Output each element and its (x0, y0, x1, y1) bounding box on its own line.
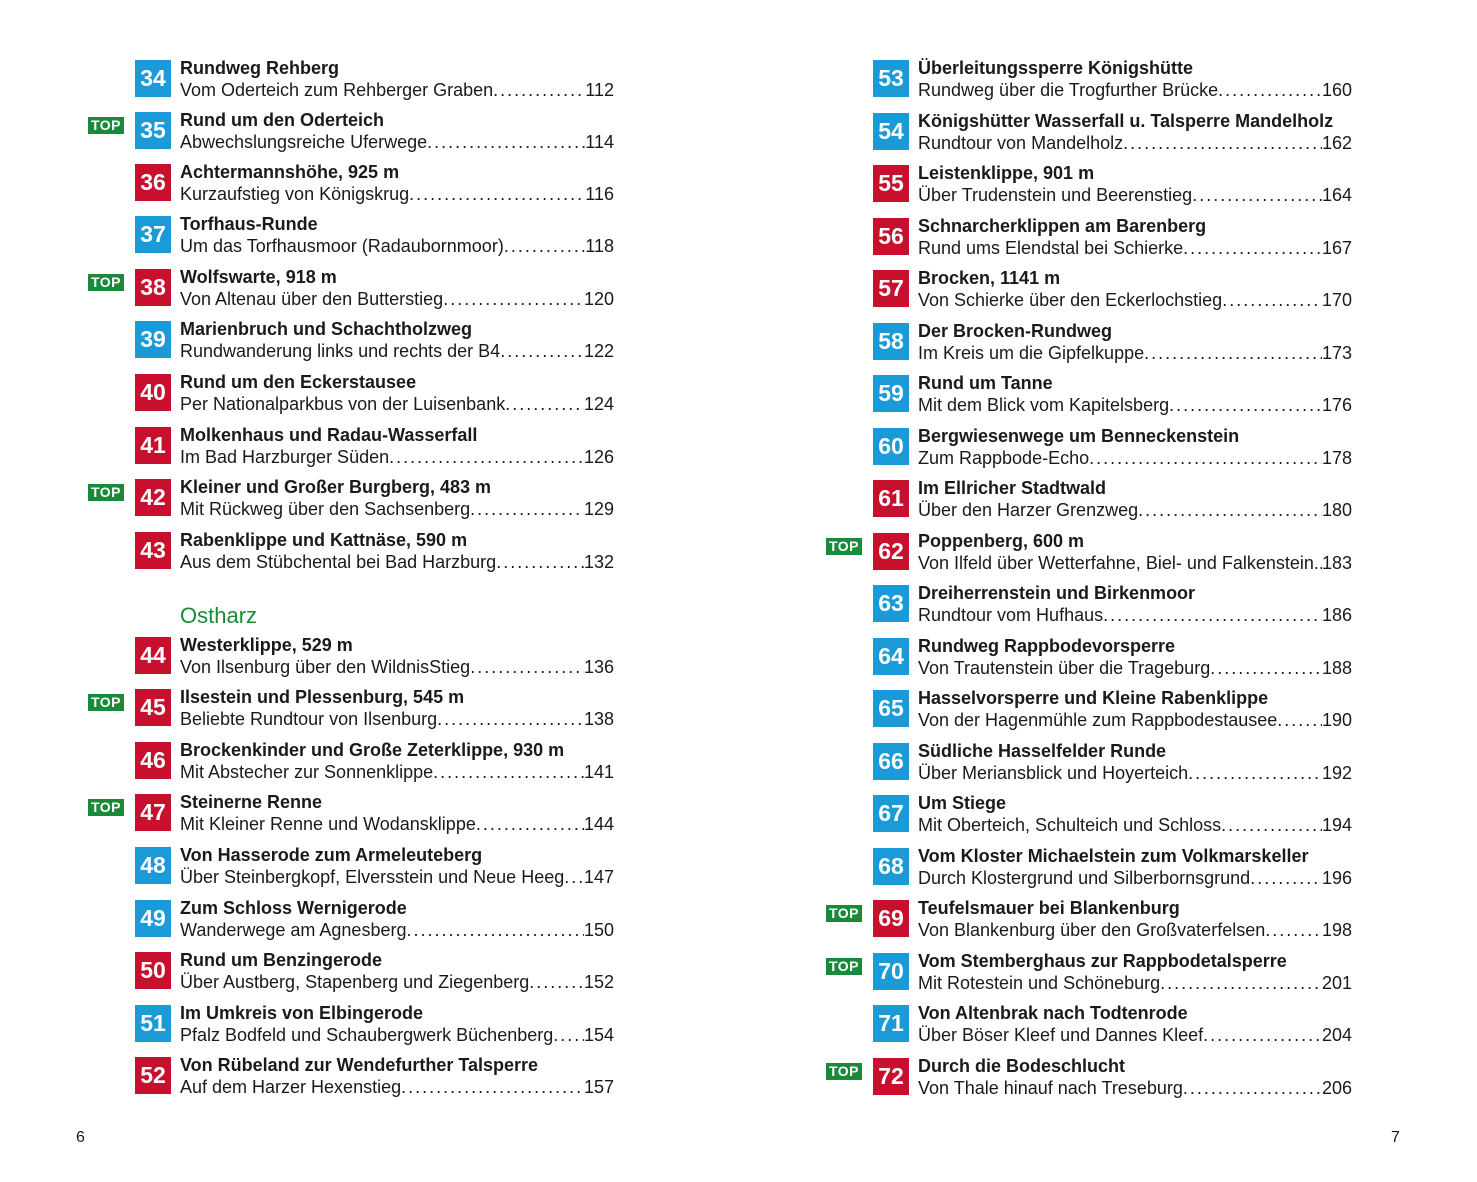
toc-entry[interactable] (738, 690, 1477, 734)
toc-entry[interactable] (738, 270, 1477, 314)
tour-page-number: 194 (1321, 815, 1352, 835)
toc-entry[interactable] (738, 480, 1477, 524)
toc-entry[interactable] (0, 60, 738, 104)
tour-description: Über Böser Kleef und Dannes Kleef (918, 1025, 1204, 1045)
tour-description: Mit dem Blick vom Kapitelsberg (918, 395, 1170, 415)
tour-description: Über Meriansblick und Hoyerteich (918, 763, 1189, 783)
dot-leader (1218, 79, 1322, 101)
toc-entry[interactable] (738, 743, 1477, 787)
dot-leader (437, 708, 584, 730)
dot-leader (1203, 1024, 1322, 1046)
toc-entry[interactable] (0, 269, 738, 313)
tour-subline (918, 972, 1352, 994)
tour-subline (918, 237, 1352, 259)
tour-title: Rund um den Eckerstausee (180, 372, 417, 392)
tour-number-badge: 52 (135, 1057, 171, 1094)
dot-leader (470, 656, 584, 678)
tour-number-badge: 68 (873, 848, 909, 885)
tour-title: Von Rübeland zur Wendefurther Talsperre (180, 1055, 539, 1075)
tour-number-badge: 59 (873, 375, 909, 412)
tour-page-number: 162 (1321, 133, 1352, 153)
tour-title: Rund um Benzingerode (180, 950, 382, 970)
tour-description: Von Schierke über den Eckerlochstieg (918, 290, 1223, 310)
tour-description: Mit Rückweg über den Sachsenberg (180, 499, 471, 519)
toc-entry[interactable] (0, 164, 738, 208)
tour-subline (918, 604, 1352, 626)
tour-page-number: 124 (583, 394, 614, 414)
tour-page-number: 192 (1321, 763, 1352, 783)
top-badge: TOP (826, 1063, 862, 1080)
tour-number-badge: 47 (135, 794, 171, 831)
dot-leader (443, 288, 584, 310)
tour-subline (918, 499, 1352, 521)
tour-description: Mit Abstecher zur Sonnenklippe (180, 762, 434, 782)
tour-title: Hasselvorsperre und Kleine Rabenklippe (918, 688, 1269, 708)
tour-number-badge: 71 (873, 1005, 909, 1042)
tour-description: Auf dem Harzer Hexenstieg (180, 1077, 402, 1097)
dot-leader (409, 183, 585, 205)
toc-entry[interactable] (738, 1058, 1477, 1102)
tour-description: Kurzaufstieg von Königskrug (180, 184, 410, 204)
top-badge: TOP (826, 958, 862, 975)
tour-description: Von Ilfeld über Wetterfahne, Biel- und Falkenstein. (918, 553, 1319, 573)
tour-title: Achtermannshöhe, 925 m (180, 162, 400, 182)
tour-title: Brockenkinder und Große Zeterklippe, 930 m (180, 740, 565, 760)
toc-entry[interactable] (738, 165, 1477, 209)
tour-page-number: 129 (583, 499, 614, 519)
tour-title: Brocken, 1141 m (918, 268, 1061, 288)
dot-leader (1192, 184, 1322, 206)
tour-title: Wolfswarte, 918 m (180, 267, 337, 287)
tour-page-number: 150 (583, 920, 614, 940)
dot-leader (1183, 237, 1322, 259)
tour-subline (918, 394, 1352, 416)
page-number-left: 6 (76, 1129, 85, 1146)
tour-page-number: 144 (583, 814, 614, 834)
tour-description: Über den Harzer Grenzweg (918, 500, 1139, 520)
tour-page-number: 152 (583, 972, 614, 992)
dot-leader (504, 235, 585, 257)
top-badge: TOP (88, 694, 124, 711)
tour-description: Rundtour von Mandelholz (918, 133, 1124, 153)
tour-description: Beliebte Rundtour von Ilsenburg (180, 709, 438, 729)
toc-entry[interactable] (738, 60, 1477, 104)
tour-title: Königshütter Wasserfall u. Talsperre Mandelholz (918, 111, 1334, 131)
dot-leader (427, 131, 585, 153)
toc-entry[interactable] (0, 952, 738, 996)
dot-leader (1183, 1077, 1322, 1099)
tour-number-badge: 39 (135, 321, 171, 358)
toc-entry[interactable] (738, 795, 1477, 839)
tour-subline (180, 446, 614, 468)
dot-leader (1250, 867, 1322, 889)
dot-leader (433, 761, 584, 783)
tour-title: Zum Schloss Wernigerode (180, 898, 407, 918)
tour-title: Vom Stemberghaus zur Rappbodetalsperre (918, 951, 1287, 971)
tour-description: Von der Hagenmühle zum Rappbodestausee (918, 710, 1278, 730)
tour-description: Rundwanderung links und rechts der B4 (180, 341, 501, 361)
tour-page-number: 206 (1321, 1078, 1352, 1098)
dot-leader (1221, 814, 1322, 836)
tour-page-number: 120 (583, 289, 614, 309)
toc-entry[interactable] (738, 323, 1477, 367)
toc-entry[interactable] (738, 375, 1477, 419)
tour-page-number: 183 (1321, 553, 1352, 573)
tour-number-badge: 69 (873, 900, 909, 937)
tour-page-number: 126 (583, 447, 614, 467)
tour-subline (918, 762, 1352, 784)
tour-title: Rabenklippe und Kattnäse, 590 m (180, 530, 468, 550)
tour-page-number: 114 (585, 132, 614, 152)
tour-subline (918, 447, 1352, 469)
tour-number-badge: 56 (873, 218, 909, 255)
tour-title: Dreiherrenstein und Birkenmoor (918, 583, 1196, 603)
dot-leader (389, 446, 584, 468)
tour-description: Pfalz Bodfeld und Schaubergwerk Büchenberg (180, 1025, 554, 1045)
tour-number-badge: 62 (873, 533, 909, 570)
toc-entry[interactable] (0, 1005, 738, 1049)
tour-page-number: 178 (1321, 448, 1352, 468)
tour-page-number: 160 (1321, 80, 1352, 100)
tour-number-badge: 45 (135, 689, 171, 726)
tour-description: Von Ilsenburg über den WildnisStieg (180, 657, 471, 677)
tour-description: Rund ums Elendstal bei Schierke (918, 238, 1184, 258)
tour-number-badge: 37 (135, 216, 171, 253)
tour-subline (180, 183, 614, 205)
toc-entry[interactable] (738, 428, 1477, 472)
dot-leader (1160, 972, 1322, 994)
dot-leader (1089, 447, 1322, 469)
tour-description: Von Altenau über den Butterstieg (180, 289, 444, 309)
dot-leader (505, 393, 584, 415)
tour-subline (918, 867, 1352, 889)
page-number-right: 7 (1391, 1129, 1400, 1146)
dot-leader (553, 1024, 584, 1046)
top-badge: TOP (826, 905, 862, 922)
tour-number-badge: 64 (873, 638, 909, 675)
tour-subline (918, 919, 1352, 941)
dot-leader (470, 498, 584, 520)
tour-title: Poppenberg, 600 m (918, 531, 1085, 551)
tour-number-badge: 44 (135, 637, 171, 674)
tour-subline (918, 342, 1352, 364)
dot-leader (1222, 289, 1322, 311)
tour-title: Kleiner und Großer Burgberg, 483 m (180, 477, 492, 497)
tour-number-badge: 34 (135, 60, 171, 97)
toc-entry[interactable] (738, 638, 1477, 682)
tour-number-badge: 61 (873, 480, 909, 517)
tour-number-badge: 67 (873, 795, 909, 832)
tour-description: Um das Torfhausmoor (Radaubornmoor) (180, 236, 504, 256)
tour-title: Molkenhaus und Radau-Wasserfall (180, 425, 478, 445)
dot-leader (406, 919, 583, 941)
tour-subline (918, 184, 1352, 206)
tour-description: Über Steinbergkopf, Elversstein und Neue Heeg (180, 867, 565, 887)
tour-title: Von Hasserode zum Armeleuteberg (180, 845, 483, 865)
tour-subline (180, 79, 614, 101)
tour-description: Mit Kleiner Renne und Wodansklippe (180, 814, 476, 834)
tour-subline (180, 235, 614, 257)
tour-page-number: 116 (585, 184, 614, 204)
tour-number-badge: 50 (135, 952, 171, 989)
tour-title: Vom Kloster Michaelstein zum Volkmarskeller (918, 846, 1309, 866)
tour-page-number: 164 (1321, 185, 1352, 205)
tour-title: Im Ellricher Stadtwald (918, 478, 1107, 498)
dot-leader (1144, 342, 1322, 364)
tour-title: Teufelsmauer bei Blankenburg (918, 898, 1180, 918)
tour-number-badge: 63 (873, 585, 909, 622)
toc-entry[interactable] (0, 532, 738, 576)
tour-subline (180, 131, 614, 153)
tour-subline (918, 1024, 1352, 1046)
tour-number-badge: 43 (135, 532, 171, 569)
tour-subline (180, 340, 614, 362)
dot-leader (476, 813, 584, 835)
tour-description: Mit Oberteich, Schulteich und Schloss (918, 815, 1222, 835)
tour-subline (180, 761, 614, 783)
toc-entry[interactable] (738, 1005, 1477, 1049)
tour-subline (918, 79, 1352, 101)
tour-number-badge: 66 (873, 743, 909, 780)
tour-page-number: 167 (1321, 238, 1352, 258)
tour-description: Durch Klostergrund und Silberbornsgrund (918, 868, 1251, 888)
dot-leader (401, 1076, 584, 1098)
tour-subline (180, 708, 614, 730)
tour-subline (180, 551, 614, 573)
tour-number-badge: 40 (135, 374, 171, 411)
tour-description: Wanderwege am Agnesberg (180, 920, 407, 940)
tour-title: Schnarcherklippen am Barenberg (918, 216, 1207, 236)
toc-entry[interactable] (0, 479, 738, 523)
toc-entry[interactable] (0, 742, 738, 786)
tour-number-badge: 72 (873, 1058, 909, 1095)
section-heading-ostharz: Ostharz (180, 603, 258, 628)
tour-subline (918, 657, 1352, 679)
dot-leader (1123, 132, 1322, 154)
tour-page-number: 176 (1321, 395, 1352, 415)
tour-page-number: 132 (583, 552, 614, 572)
tour-number-badge: 49 (135, 900, 171, 937)
tour-title: Torfhaus-Runde (180, 214, 318, 234)
toc-entry[interactable] (738, 113, 1477, 157)
toc-entry[interactable] (0, 900, 738, 944)
tour-number-badge: 53 (873, 60, 909, 97)
toc-entry[interactable] (0, 216, 738, 260)
tour-page-number: 170 (1321, 290, 1352, 310)
tour-page-number: 173 (1321, 343, 1352, 363)
tour-number-badge: 54 (873, 113, 909, 150)
tour-page-number: 122 (583, 341, 614, 361)
tour-number-badge: 41 (135, 427, 171, 464)
tour-page-number: 188 (1321, 658, 1352, 678)
toc-entry[interactable] (738, 533, 1477, 577)
tour-subline (180, 813, 614, 835)
top-badge: TOP (88, 117, 124, 134)
tour-page-number: 141 (583, 762, 614, 782)
tour-description: Von Trautenstein über die Trageburg (918, 658, 1211, 678)
tour-description: Zum Rappbode-Echo (918, 448, 1090, 468)
top-badge: TOP (88, 799, 124, 816)
toc-entry[interactable] (738, 218, 1477, 262)
tour-title: Ilsestein und Plessenburg, 545 m (180, 687, 465, 707)
dot-leader (493, 79, 585, 101)
toc-entry[interactable] (0, 794, 738, 838)
tour-description: Aus dem Stübchental bei Bad Harzburg (180, 552, 497, 572)
tour-subline (180, 1024, 614, 1046)
dot-leader (1169, 394, 1322, 416)
tour-number-badge: 58 (873, 323, 909, 360)
tour-subline (180, 971, 614, 993)
tour-number-badge: 36 (135, 164, 171, 201)
dot-leader (1103, 604, 1322, 626)
tour-page-number: 204 (1321, 1025, 1352, 1045)
tour-title: Um Stiege (918, 793, 1007, 813)
tour-page-number: 180 (1321, 500, 1352, 520)
tour-number-badge: 35 (135, 112, 171, 149)
tour-description: Von Thale hinauf nach Treseburg (918, 1078, 1183, 1098)
tour-title: Südliche Hasselfelder Runde (918, 741, 1167, 761)
tour-title: Rund um Tanne (918, 373, 1053, 393)
tour-page-number: 136 (583, 657, 614, 677)
toc-entry[interactable] (0, 689, 738, 733)
tour-page-number: 201 (1321, 973, 1352, 993)
tour-subline (918, 1077, 1352, 1099)
tour-number-badge: 70 (873, 953, 909, 990)
dot-leader (529, 971, 584, 993)
tour-number-badge: 57 (873, 270, 909, 307)
tour-description: Im Bad Harzburger Süden (180, 447, 390, 467)
top-badge: TOP (88, 484, 124, 501)
dot-leader (1277, 709, 1322, 731)
dot-leader (500, 340, 584, 362)
tour-description: Vom Oderteich zum Rehberger Graben (180, 80, 494, 100)
toc-entry[interactable] (738, 848, 1477, 892)
toc-entry[interactable] (738, 585, 1477, 629)
toc-entry[interactable] (0, 637, 738, 681)
tour-page-number: 154 (583, 1025, 614, 1045)
toc-entry[interactable] (0, 321, 738, 365)
tour-description: Über Austberg, Stapenberg und Ziegenberg (180, 972, 530, 992)
tour-number-badge: 65 (873, 690, 909, 727)
tour-description: Rundtour vom Hufhaus (918, 605, 1104, 625)
toc-entry[interactable] (738, 953, 1477, 997)
tour-page-number: 190 (1321, 710, 1352, 730)
tour-subline (918, 709, 1352, 731)
top-badge: TOP (88, 274, 124, 291)
tour-description: Rundweg über die Trogfurther Brücke (918, 80, 1219, 100)
tour-subline (180, 393, 614, 415)
tour-subline (180, 498, 614, 520)
tour-subline (180, 1076, 614, 1098)
tour-description: Über Trudenstein und Beerenstieg (918, 185, 1193, 205)
toc-entry[interactable] (0, 112, 738, 156)
tour-description: Von Blankenburg über den Großvaterfelsen (918, 920, 1266, 940)
tour-number-badge: 55 (873, 165, 909, 202)
tour-title: Überleitungssperre Königshütte (918, 58, 1194, 78)
tour-number-badge: 42 (135, 479, 171, 516)
tour-subline (918, 552, 1352, 574)
tour-title: Leistenklippe, 901 m (918, 163, 1095, 183)
tour-page-number: 157 (583, 1077, 614, 1097)
tour-title: Der Brocken-Rundweg (918, 321, 1113, 341)
tour-description: Per Nationalparkbus von der Luisenbank (180, 394, 506, 414)
tour-page-number: 198 (1321, 920, 1352, 940)
dot-leader (1138, 499, 1322, 521)
tour-subline (918, 289, 1352, 311)
tour-subline (918, 814, 1352, 836)
tour-number-badge: 60 (873, 428, 909, 465)
dot-leader (1210, 657, 1322, 679)
tour-number-badge: 48 (135, 847, 171, 884)
tour-page-number: 112 (585, 80, 614, 100)
tour-subline (180, 919, 614, 941)
top-badge: TOP (826, 538, 862, 555)
tour-title: Marienbruch und Schachtholzweg (180, 319, 473, 339)
tour-subline (180, 866, 614, 888)
tour-title: Von Altenbrak nach Todtenrode (918, 1003, 1188, 1023)
tour-subline (180, 656, 614, 678)
tour-page-number: 138 (583, 709, 614, 729)
tour-title: Rundweg Rappbodevorsperre (918, 636, 1176, 656)
tour-number-badge: 51 (135, 1005, 171, 1042)
tour-page-number: 186 (1321, 605, 1352, 625)
tour-description: Abwechslungsreiche Uferwege (180, 132, 428, 152)
dot-leader (564, 866, 584, 888)
tour-title: Durch die Bodeschlucht (918, 1056, 1126, 1076)
dot-leader (1265, 919, 1322, 941)
toc-entry[interactable] (0, 427, 738, 471)
tour-subline (918, 132, 1352, 154)
tour-title: Im Umkreis von Elbingerode (180, 1003, 424, 1023)
tour-title: Bergwiesenwege um Benneckenstein (918, 426, 1240, 446)
toc-entry[interactable] (0, 374, 738, 418)
tour-title: Steinerne Renne (180, 792, 323, 812)
tour-page-number: 118 (585, 236, 614, 256)
tour-page-number: 147 (583, 867, 614, 887)
tour-title: Rund um den Oderteich (180, 110, 385, 130)
tour-description: Im Kreis um die Gipfelkuppe (918, 343, 1145, 363)
toc-entry[interactable] (738, 900, 1477, 944)
toc-entry[interactable] (0, 847, 738, 891)
tour-subline (180, 288, 614, 310)
dot-leader (1188, 762, 1322, 784)
dot-leader (496, 551, 584, 573)
tour-number-badge: 46 (135, 742, 171, 779)
toc-entry[interactable] (0, 1057, 738, 1101)
tour-page-number: 196 (1321, 868, 1352, 888)
tour-title: Westerklippe, 529 m (180, 635, 353, 655)
tour-number-badge: 38 (135, 269, 171, 306)
tour-title: Rundweg Rehberg (180, 58, 340, 78)
tour-description: Mit Rotestein und Schöneburg (918, 973, 1161, 993)
